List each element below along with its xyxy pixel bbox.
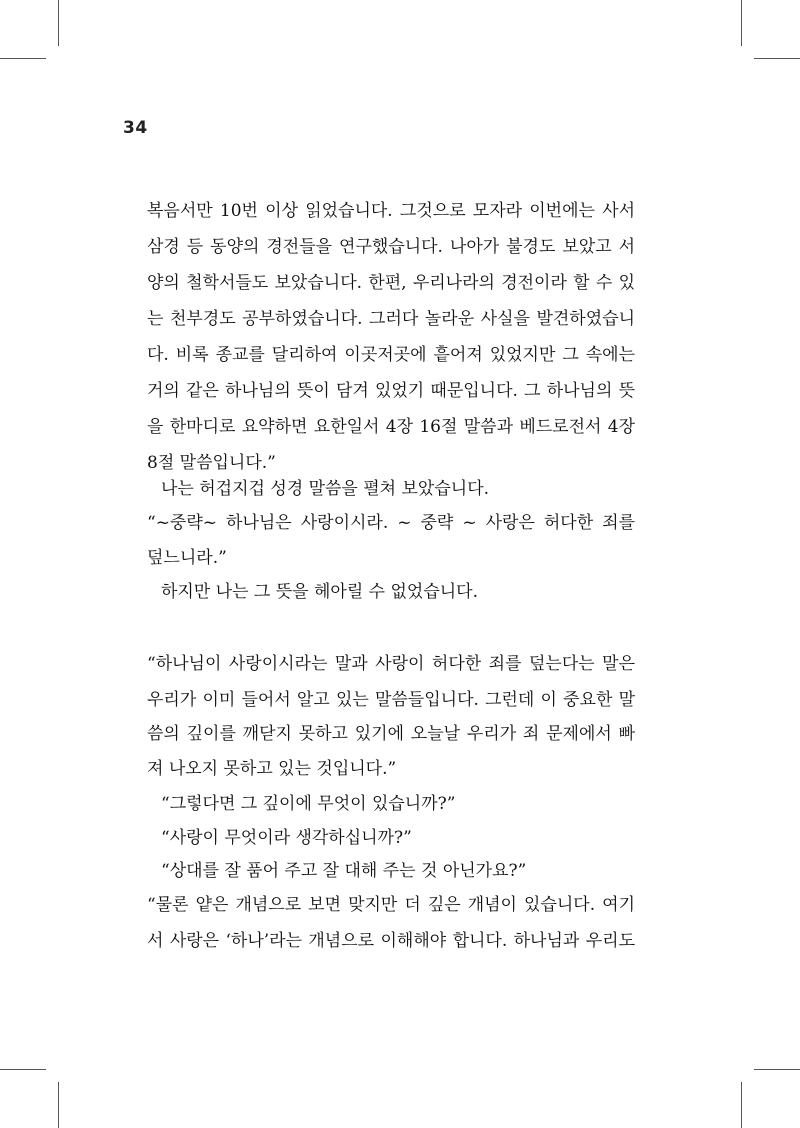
paragraph-line: 거의 같은 하나님의 뜻이 담겨 있었기 때문입니다. 그 하나님의 뜻 xyxy=(147,381,635,401)
paragraph-line: 양의 철학서들도 보았습니다. 한편, 우리나라의 경전이라 할 수 있 xyxy=(147,273,635,293)
dialogue-line: “상대를 잘 품어 주고 잘 대해 주는 것 아닌가요?” xyxy=(161,861,527,881)
quote-line: 씀의 깊이를 깨닫지 못하고 있기에 오늘날 우리가 죄 문제에서 빠 xyxy=(147,724,635,744)
crop-mark-top-left-h xyxy=(0,58,46,59)
paragraph-line: 8절 말씀입니다.” xyxy=(147,453,276,473)
quote-line: 서 사랑은 ‘하나’라는 개념으로 이해해야 합니다. 하나님과 우리도 xyxy=(147,931,635,951)
paragraph-line: 하지만 나는 그 뜻을 헤아릴 수 없었습니다. xyxy=(161,582,479,602)
crop-mark-bottom-right-h xyxy=(754,1069,800,1070)
quote-line: 우리가 이미 들어서 알고 있는 말씀들입니다. 그런데 이 중요한 말 xyxy=(147,690,635,710)
quote-line: “물론 얕은 개념으로 보면 맞지만 더 깊은 개념이 있습니다. 여기 xyxy=(147,895,635,915)
crop-mark-bottom-left xyxy=(58,1082,59,1128)
quote-line: “하나님이 사랑이시라는 말과 사랑이 허다한 죄를 덮는다는 말은 xyxy=(147,654,635,674)
paragraph-line: 복음서만 10번 이상 읽었습니다. 그것으로 모자라 이번에는 사서 xyxy=(147,201,635,221)
paragraph-line: 나는 허겁지겁 성경 말씀을 펼쳐 보았습니다. xyxy=(161,479,490,499)
dialogue-line: “그렇다면 그 깊이에 무엇이 있습니까?” xyxy=(161,794,456,814)
paragraph-line: 삼경 등 동양의 경전들을 연구했습니다. 나아가 불경도 보았고 서 xyxy=(147,237,635,257)
paragraph-line: 는 천부경도 공부하였습니다. 그러다 놀라운 사실을 발견하였습니 xyxy=(147,309,635,329)
paragraph-line: 을 한마디로 요약하면 요한일서 4장 16절 말씀과 베드로전서 4장 xyxy=(147,417,635,437)
page-number: 34 xyxy=(123,118,148,138)
paragraph-line: 다. 비록 종교를 달리하여 이곳저곳에 흩어져 있었지만 그 속에는 xyxy=(147,345,635,365)
crop-mark-top-right-h xyxy=(754,58,800,59)
quote-line: 덮느니라.” xyxy=(147,548,227,568)
crop-mark-bottom-left-h xyxy=(0,1069,46,1070)
crop-mark-top-left xyxy=(58,0,59,46)
dialogue-line: “사랑이 무엇이라 생각하십니까?” xyxy=(161,828,412,848)
quote-line: 져 나오지 못하고 있는 것입니다.” xyxy=(147,759,397,779)
crop-mark-bottom-right xyxy=(741,1082,742,1128)
crop-mark-top-right xyxy=(741,0,742,46)
quote-line: “~중략~ 하나님은 사랑이시라. ~ 중략 ~ 사랑은 허다한 죄를 xyxy=(147,513,635,533)
